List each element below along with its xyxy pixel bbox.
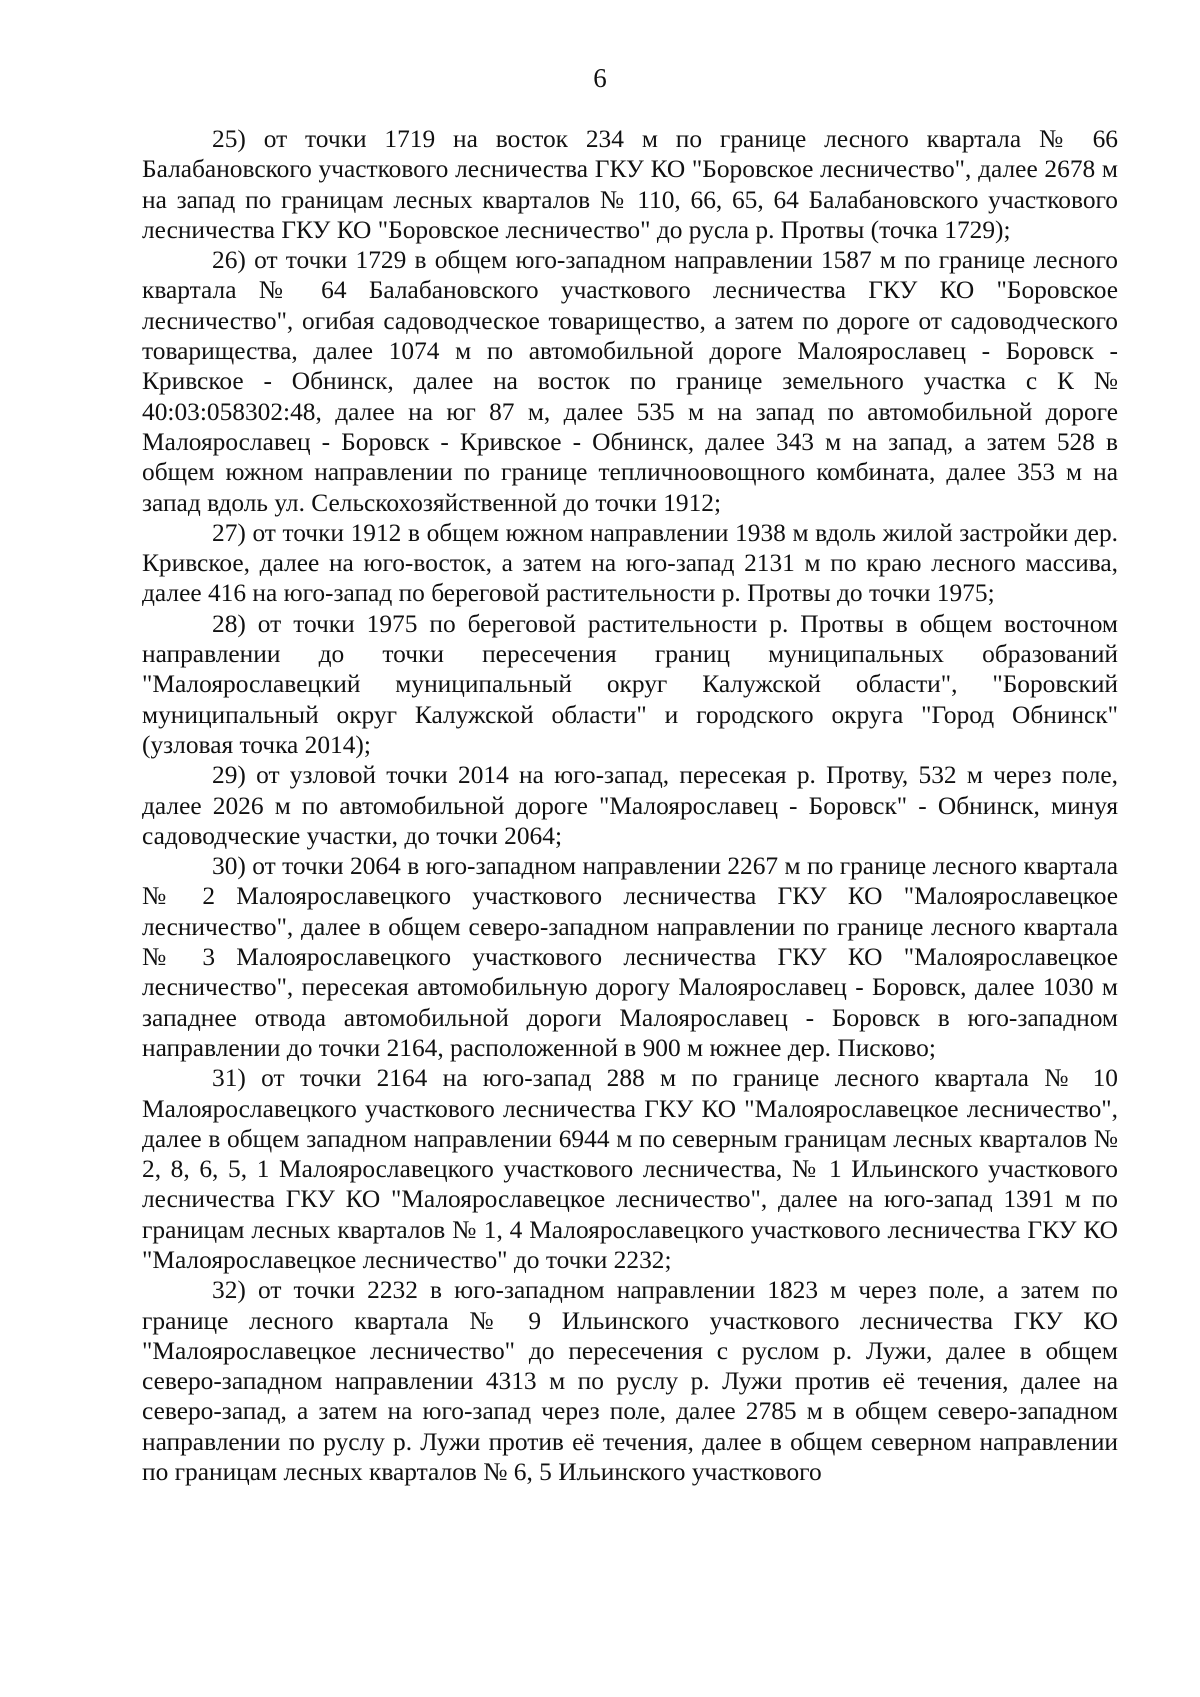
paragraph-32: 32) от точки 2232 в юго-западном направлении 1823 м через поле, а затем по границе лесного квартала № 9 Ильинского участкового лесничества ГКУ КО "Малоярославецкое лесничество" до пересечения с руслом р. Лужи, далее в общем северо-западном направлении 4313 м по руслу р. Лужи против её течения, далее на северо-запад, а затем на юго-запад через поле, далее 2785 м в общем северо-западном направлении по руслу р. Лужи против её течения, далее в общем северном направлении по границам лесных кварталов № 6, 5 Ильинского участкового — [142, 1276, 1118, 1487]
paragraph-26: 26) от точки 1729 в общем юго-западном направлении 1587 м по границе лесного квартала № 64 Балабановского участкового лесничества ГКУ КО "Боровское лесничество", огибая садоводческое товарищество, а затем по дороге от садоводческого товарищества, далее 1074 м по автомобильной дороге Малоярославец - Боровск - Кривское - Обнинск, далее на восток по границе земельного участка с К № 40:03:058302:48, далее на юг 87 м, далее 535 м на запад по автомобильной дороге Малоярославец - Боровск - Кривское - Обнинск, далее 343 м на запад, а затем 528 в общем южном направлении по границе тепличноовощного комбината, далее 353 м на запад вдоль ул. Сельскохозяйственной до точки 1912; — [142, 246, 1118, 517]
document-body — [142, 124, 1118, 1487]
page-number: 6 — [593, 63, 607, 93]
paragraph-25: 25) от точки 1719 на восток 234 м по границе лесного квартала № 66 Балабановского участкового лесничества ГКУ КО "Боровское лесничество", далее 2678 м на запад по границам лесных кварталов № 110, 66, 65, 64 Балабановского участкового лесничества ГКУ КО "Боровское лесничество" до русла р. Протвы (точка 1729); — [142, 125, 1118, 244]
paragraph-30: 30) от точки 2064 в юго-западном направлении 2267 м по границе лесного квартала № 2 Малоярославецкого участкового лесничества ГКУ КО "Малоярославецкое лесничество", далее в общем северо-западном направлении по границе лесного квартала № 3 Малоярославецкого участкового лесничества ГКУ КО "Малоярославецкое лесничество", пересекая автомобильную дорогу Малоярославец - Боровск, далее 1030 м западнее отвода автомобильной дороги Малоярославец - Боровск в юго-западном направлении до точки 2164, расположенной в 900 м южнее дер. Писково; — [142, 852, 1118, 1062]
paragraph-28: 28) от точки 1975 по береговой растительности р. Протвы в общем восточном направлении до точки пересечения границ муниципальных образований "Малоярославецкий муниципальный округ Калужской области", "Боровский муниципальный округ Калужской области" и городского округа "Город Обнинск" (узловая точка 2014); — [142, 609, 1118, 759]
paragraph-31: 31) от точки 2164 на юго-запад 288 м по границе лесного квартала № 10 Малоярославецкого участкового лесничества ГКУ КО "Малоярославецкое лесничество", далее в общем западном направлении 6944 м по северным границам лесных кварталов № 2, 8, 6, 5, 1 Малоярославецкого участкового лесничества, № 1 Ильинского участкового лесничества ГКУ КО "Малоярославецкое лесничество", далее на юго-запад 1391 м по границам лесных кварталов № 1, 4 Малоярославецкого участкового лесничества ГКУ КО "Малоярославецкое лесничество" до точки 2232; — [142, 1064, 1118, 1274]
paragraph-29: 29) от узловой точки 2014 на юго-запад, пересекая р. Протву, 532 м через поле, далее 2026 м по автомобильной дороге "Малоярославец - Боровск" - Обнинск, минуя садоводческие участки, до точки 2064; — [142, 761, 1118, 850]
paragraph-27: 27) от точки 1912 в общем южном направлении 1938 м вдоль жилой застройки дер. Кривское, далее на юго-восток, а затем на юго-запад 2131 м по краю лесного массива, далее 416 на юго-запад по береговой растительности р. Протвы до точки 1975; — [142, 518, 1118, 608]
